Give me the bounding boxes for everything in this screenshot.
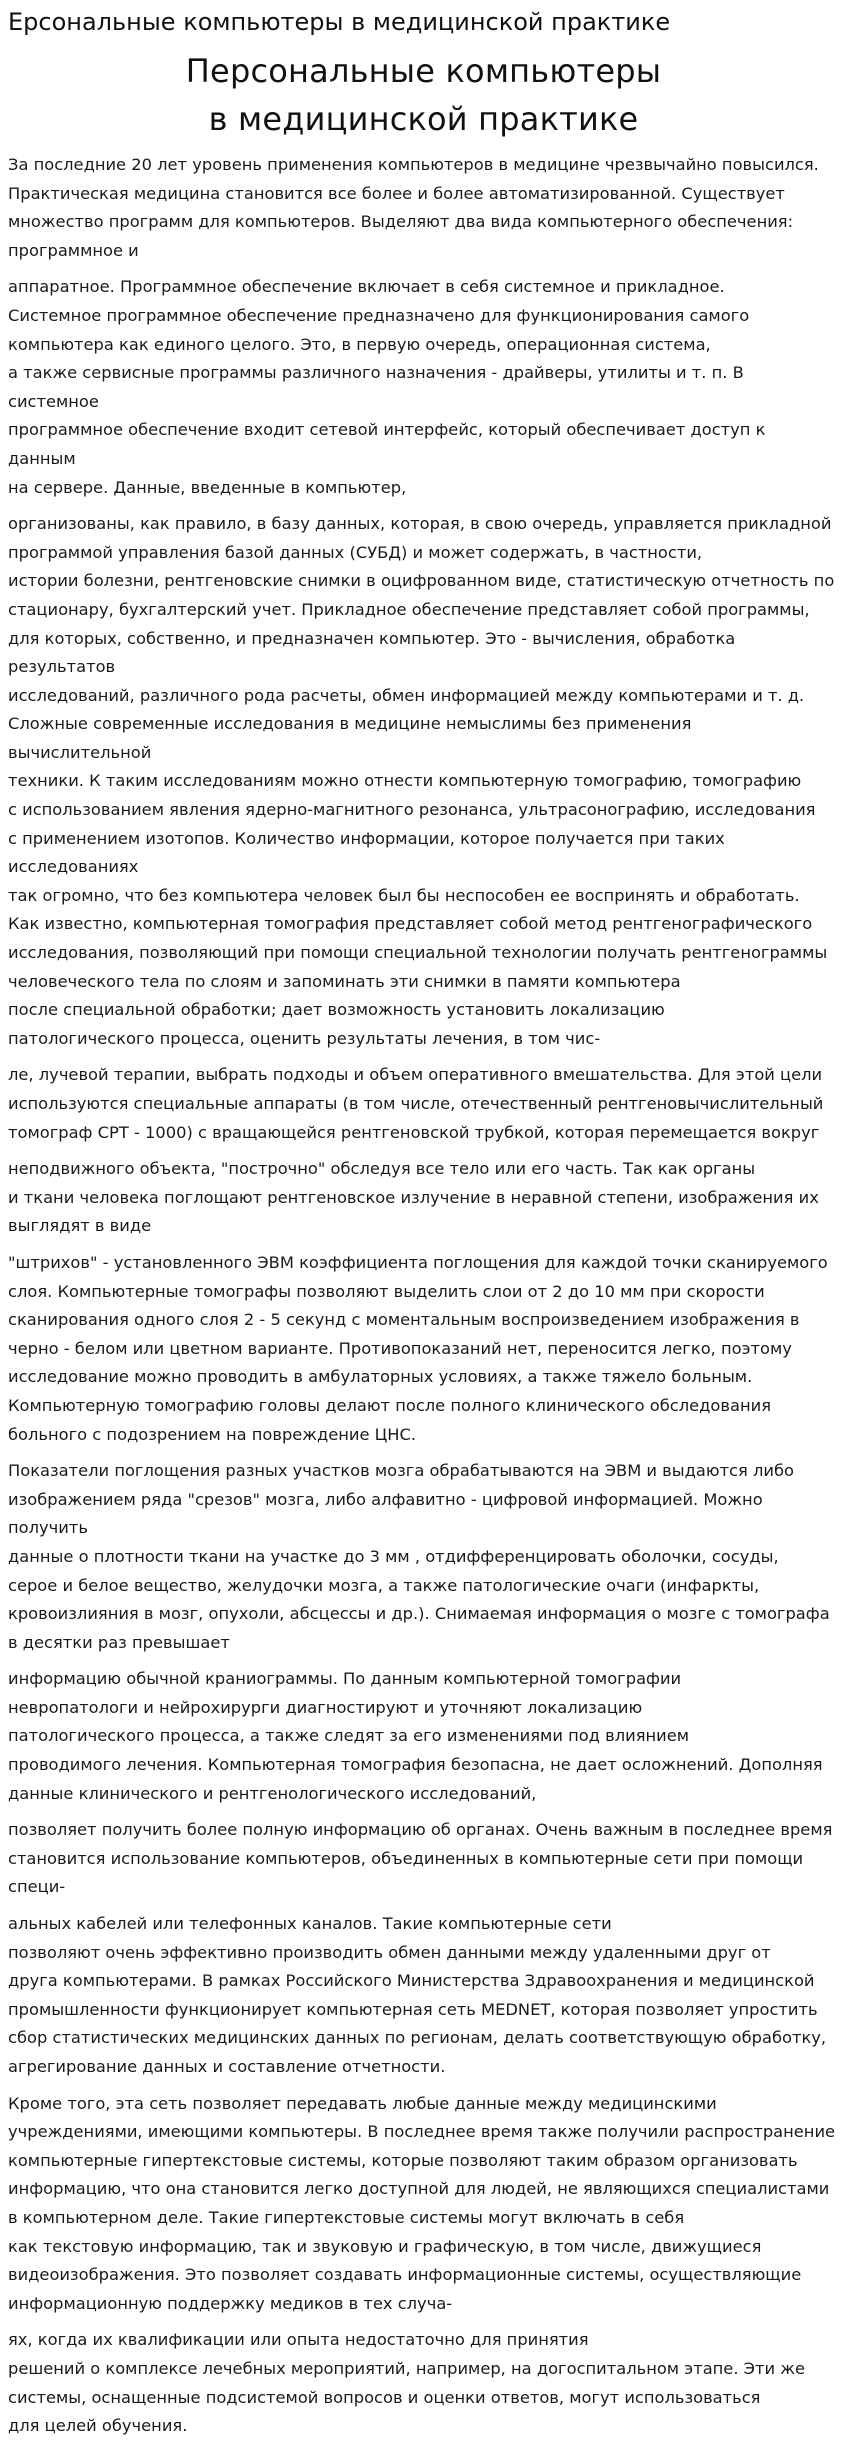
window-title: Ерсональные компьютеры в медицинской практике — [8, 8, 671, 36]
document-title-line-1: Персональные компьютеры — [185, 52, 662, 90]
paragraph: аппаратное. Программное обеспечение включает в себя системное и прикладное. Системное программное обеспечение предназначено для функционирования самого компьютера как единого целого. Это, в первую очередь, операционная система, а также сервисные программы различного назначения - драйверы, утилиты и т. п. В системное программное обеспечение входит сетевой интерфейс, который обеспечивает доступ к данным на сервере. Данные, введенные в компьютер, — [8, 277, 766, 497]
paragraph: альных кабелей или телефонных каналов. Такие компьютерные сети позволяют очень эффективно производить обмен данными между удаленными друг от друга компьютерами. В рамках Российского Министерства Здравоохранения и медицинской промышленности функционирует компьютерная сеть MEDNET, которая позволяет упростить сбор статистических медицинских данных по регионам, делать соответствующую обработку, агрегирование данных и составление отчетности. — [8, 1914, 827, 2076]
paragraph: неподвижного объекта, "построчно" обследуя все тело или его часть. Так как органы и ткани человека поглощают рентгеновское излучение в неравной степени, изображения их выглядят в виде — [8, 1159, 819, 1236]
paragraph: позволяет получить более полную информацию об органах. Очень важным в последнее время становится использование компьютеров, объединенных в компьютерные сети при помощи специ- — [8, 1820, 833, 1897]
paragraph: Кроме того, эта сеть позволяет передавать любые данные между медицинскими учреждениями, имеющими компьютеры. В последнее время также получили распространение компьютерные гипертекстовые системы, которые позволяют таким образом организовать информацию, что она становится легко доступной для людей, не являющихся специалистами в компьютерном деле. Такие гипертекстовые системы могут включать в себя как текстовую информацию, так и звуковую и графическую, в том числе, движущиеся видеоизображения. Это позволяет создавать информационные системы, осуществляющие информационную поддержку медиков в тех случа- — [8, 2093, 836, 2313]
document-title — [0, 47, 847, 143]
paragraph: За последние 20 лет уровень применения компьютеров в медицине чрезвычайно повысился. Практическая медицина становится все более и более автоматизированной. Существует множество программ для компьютеров. Выделяют два вида компьютерного обеспечения: программное и — [8, 155, 819, 260]
paragraph: ях, когда их квалификации или опыта недостаточно для принятия решений о комплексе лечебных мероприятий, например, на догоспитальном этапе. Эти же системы, оснащенные подсистемой вопросов и оценки ответов, могут использоваться для целей обучения. — [8, 2330, 805, 2436]
paragraph: информацию обычной краниограммы. По данным компьютерной томографии невропатологи и нейрохирурги диагностируют и уточняют локализацию патологического процесса, а также следят за его изменениями под влиянием проводимого лечения. Компьютерная томография безопасна, не дает осложнений. Дополняя данные клинического и рентгенологического исследований, — [8, 1669, 823, 1803]
paragraph: "штрихов" - установленного ЭВМ коэффициента поглощения для каждой точки сканируемого слоя. Компьютерные томографы позволяют выделить слои от 2 до 10 мм при скорости сканирования одного слоя 2 - 5 секунд с моментальным воспроизведением изображения в черно - белом или цветном варианте. Противопоказаний нет, переносится легко, поэтому исследование можно проводить в амбулаторных условиях, а также тяжело больным. Компьютерную томографию головы делают после полного клинического обследования больного с подозрением на повреждение ЦНС. — [8, 1252, 828, 1444]
paragraph: организованы, как правило, в базу данных, которая, в свою очередь, управляется прикладной программой управления базой данных (СУБД) и может содержать, в частности, истории болезни, рентгеновские снимки в оцифрованном виде, статистическую отчетность по стационару, бухгалтерский учет. Прикладное обеспечение представляет собой программы, для которых, собственно, и предназначен компьютер. Это - вычисления, обработка результатов исследований, различного рода расчеты, обмен информацией между компьютерами и т. д. Сложные современные исследования в медицине немыслимы без применения вычислительной техники. К таким исследованиям можно отнести компьютерную томографию, томографию с использованием явления ядерно-магнитного резонанса, ультрасонографию, исследования с применением изотопов. Количество информации, которое получается при таких исследованиях так огромно, что без компьютера человек был бы неспособен ее воспринять и обработать. Как известно, компьютерная томография представляет собой метод рентгенографического исследования, позволяющий при помощи специальной технологии получать рентгенограммы человеческого тела по слоям и запоминать эти снимки в памяти компьютера после специальной обработки; дает возможность установить локализацию патологического процесса, оценить результаты лечения, в том чис- — [8, 514, 835, 1048]
paragraph: ле, лучевой терапии, выбрать подходы и объем оперативного вмешательства. Для этой цели используются специальные аппараты (в том числе, отечественный рентгеновычислительный томограф СРТ - 1000) с вращающейся рентгеновской трубкой, которая перемещается вокруг — [8, 1065, 824, 1142]
document-title-line-2: в медицинской практике — [208, 100, 639, 138]
paragraph: Показатели поглощения разных участков мозга обрабатываются на ЭВМ и выдаются либо изображением ряда "срезов" мозга, либо алфавитно - цифровой информацией. Можно получить данные о плотности ткани на участке до 3 мм , отдифференцировать оболочки, сосуды, серое и белое вещество, желудочки мозга, а также патологические очаги (инфаркты, кровоизлияния в мозг, опухоли, абсцессы и др.). Снимаемая информация о мозге с томографа в десятки раз превышает — [8, 1461, 830, 1652]
document-body — [8, 151, 838, 2449]
